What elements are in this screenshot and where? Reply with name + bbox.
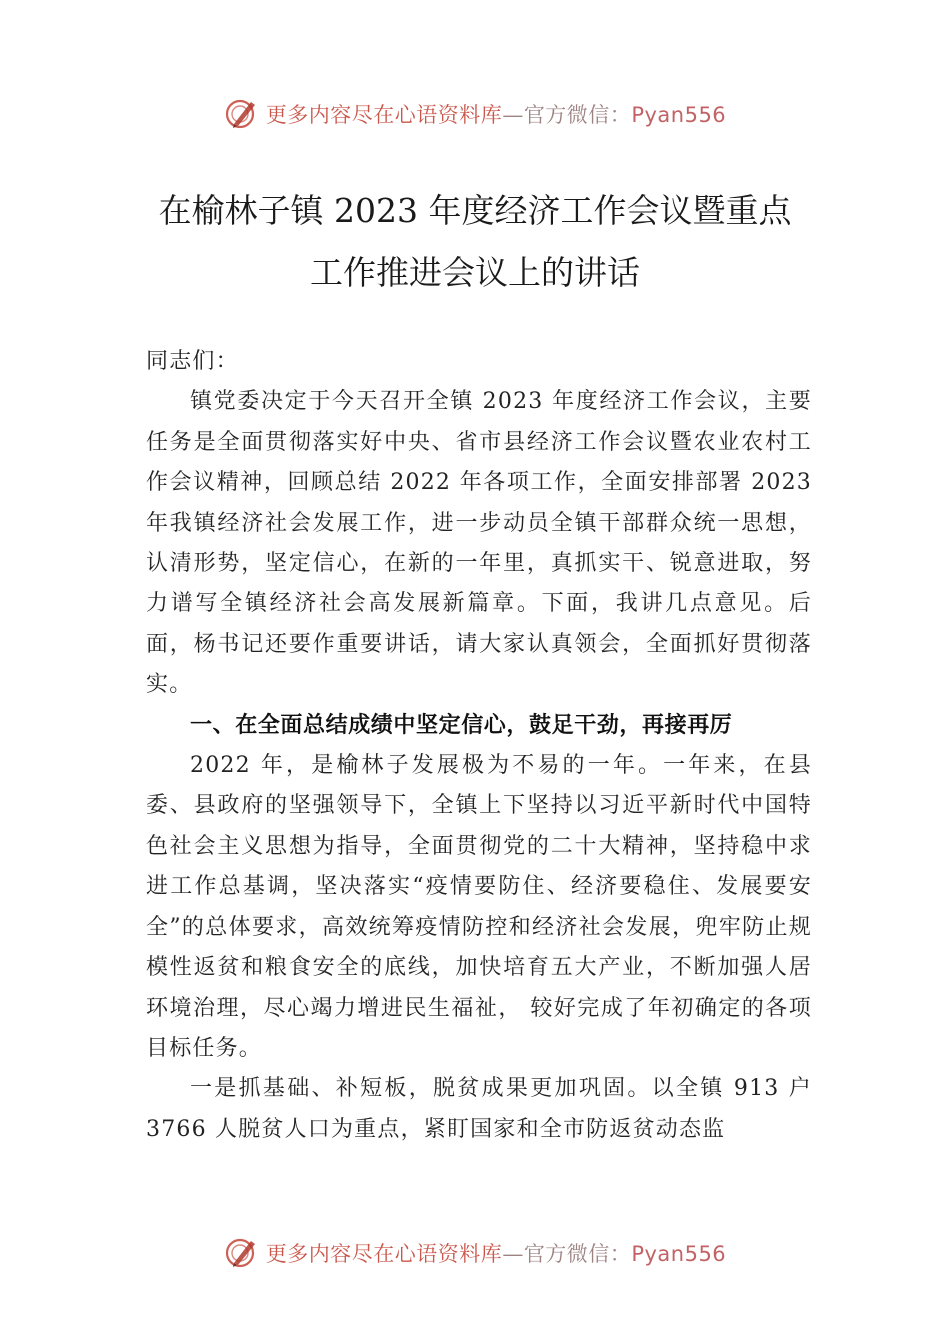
title-line-2: 工作推进会议上的讲话 xyxy=(310,253,640,292)
pen-logo-icon xyxy=(224,1235,260,1271)
watermark-dash: — xyxy=(502,103,524,127)
watermark-wechat-id: Pyan556 xyxy=(631,1242,727,1266)
paragraph-intro: 镇党委决定于今天召开全镇 2023 年度经济工作会议，主要任务是全面贯彻落实好中央、省市县经济工作会议暨农业农村工作会议精神，回顾总结 2022 年各项工作，全面安排部署 2023 年我镇经济社会发展工作，进一步动员全镇干部群众统一思想，认清形势，坚定信心，在新的一年里，真抓实干、锐意进取，努力谱写全镇经济社会高发展新篇章。下面，我讲几点意见。后面，杨书记还要作重要讲话，请大家认真领会，全面抓好贯彻落实。 xyxy=(146,389,812,698)
section-heading-1: 一、在全面总结成绩中坚定信心，鼓足干劲，再接再厉 xyxy=(190,712,733,738)
watermark-text xyxy=(266,99,726,129)
salutation: 同志们： xyxy=(146,349,239,374)
paragraph-2022-review: 2022 年，是榆林子发展极为不易的一年。一年来，在县委、县政府的坚强领导下，全镇上下坚持以习近平新时代中国特色社会主义思想为指导，全面贯彻党的二十大精神，坚持稳中求进工作总基调，坚决落实“疫情要防住、经济要稳住、发展要安全”的总体要求，高效统筹疫情防控和经济社会发展，兜牢防止规模性返贫和粮食安全的底线，加快培育五大产业，不断加强人居环境治理，尽心竭力增进民生福祉， 较好完成了年初确定的各项目标任务。 xyxy=(146,753,812,1061)
watermark-dash: — xyxy=(502,1242,524,1266)
watermark-prefix: 更多内容尽在心语资料库 xyxy=(265,103,503,127)
paragraph-point-one: 一是抓基础、补短板，脱贫成果更加巩固。以全镇 913 户 3766 人脱贫人口为重点，紧盯国家和全市防返贫动态监 xyxy=(146,1076,812,1142)
title-line-1: 在榆林子镇 2023 年度经济工作会议暨重点 xyxy=(158,191,792,230)
watermark-label: 官方微信： xyxy=(523,103,632,127)
watermark-footer xyxy=(0,1233,950,1273)
watermark-header xyxy=(0,94,950,134)
document-body xyxy=(146,342,812,1150)
watermark-wechat-id: Pyan556 xyxy=(631,103,727,127)
watermark-text xyxy=(266,1238,726,1268)
watermark-label: 官方微信： xyxy=(523,1242,632,1266)
watermark-prefix: 更多内容尽在心语资料库 xyxy=(265,1242,503,1266)
document-title xyxy=(0,180,950,304)
pen-logo-icon xyxy=(224,96,260,132)
